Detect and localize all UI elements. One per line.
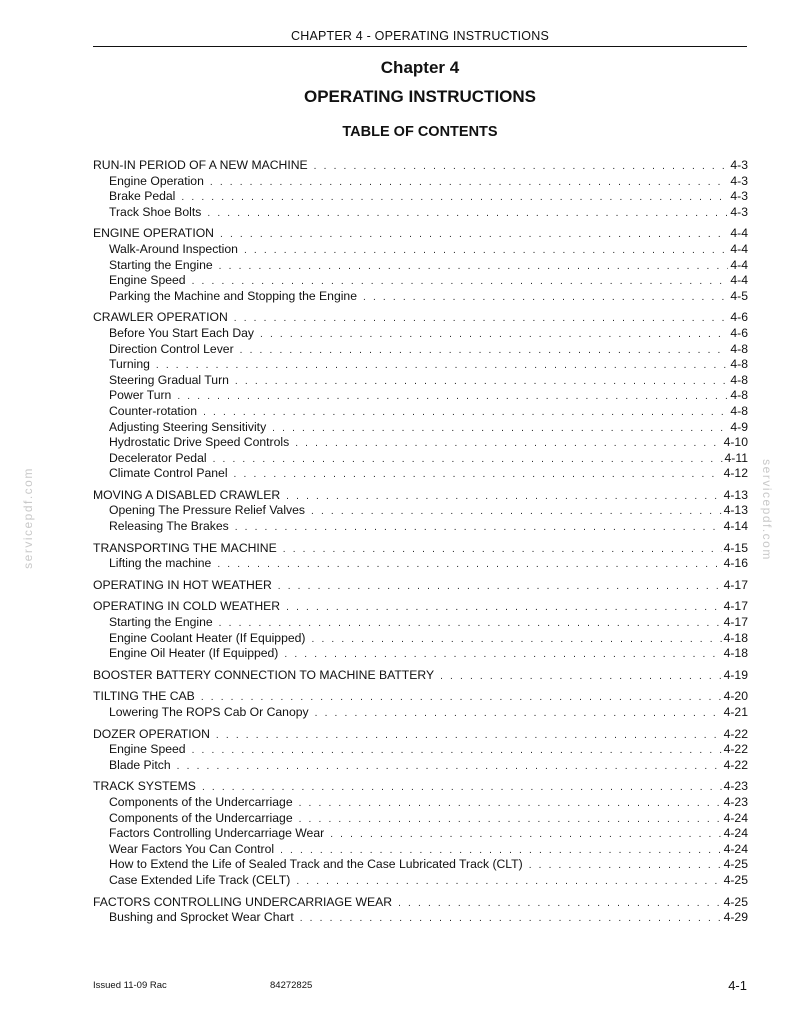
toc-entry-title: Counter-rotation (109, 403, 198, 418)
toc-subentry[interactable] (93, 826, 748, 842)
dot-leader (286, 489, 721, 505)
toc-entry-page: 4-4 (730, 273, 748, 288)
toc-entry-page: 4-25 (723, 872, 748, 887)
toc-subentry[interactable] (93, 435, 748, 451)
toc-subentry[interactable] (93, 326, 748, 342)
dot-leader (398, 896, 722, 912)
toc-subentry[interactable] (93, 811, 748, 827)
toc-entry[interactable] (93, 895, 748, 911)
toc-section (93, 599, 748, 661)
toc-subentry[interactable] (93, 451, 748, 467)
toc-entry-page: 4-6 (730, 310, 748, 325)
toc-subentry[interactable] (93, 273, 748, 289)
toc-entry-title: Starting the Engine (109, 615, 213, 630)
dot-leader (234, 467, 722, 483)
toc-entry-page: 4-4 (730, 226, 748, 241)
toc-subentry[interactable] (93, 705, 748, 721)
toc-entry-title: Blade Pitch (109, 757, 171, 772)
toc-entry-page: 4-6 (730, 325, 748, 340)
table-of-contents (93, 158, 748, 932)
toc-entry-page: 4-24 (723, 810, 748, 825)
toc-subentry[interactable] (93, 357, 748, 373)
dot-leader (278, 579, 722, 595)
dot-leader (177, 389, 728, 405)
dot-leader (235, 520, 722, 536)
toc-entry-title: Wear Factors You Can Control (109, 841, 275, 856)
toc-section (93, 158, 748, 220)
toc-entry-title: Engine Speed (109, 742, 186, 757)
toc-entry-title: Components of the Undercarriage (109, 810, 293, 825)
toc-entry-title: Lowering The ROPS Cab Or Canopy (109, 705, 309, 719)
toc-entry-page: 4-4 (730, 241, 748, 256)
toc-entry-title: Bushing and Sprocket Wear Chart (109, 910, 294, 925)
toc-entry[interactable] (93, 541, 748, 557)
toc-subentry[interactable] (93, 466, 748, 482)
dot-leader (299, 796, 722, 812)
toc-subentry[interactable] (93, 795, 748, 811)
dot-leader (295, 436, 721, 452)
toc-subentry[interactable] (93, 242, 748, 258)
dot-leader (203, 405, 728, 421)
toc-entry-title: Starting the Engine (109, 257, 213, 272)
dot-leader (202, 780, 722, 796)
toc-section (93, 779, 748, 888)
dot-leader (181, 190, 728, 206)
toc-entry-title: TRACK SYSTEMS (93, 779, 196, 794)
dot-leader (234, 311, 729, 327)
toc-entry[interactable] (93, 727, 748, 743)
toc-entry-title: Case Extended Life Track (CELT) (109, 872, 291, 887)
toc-entry-page: 4-5 (730, 288, 748, 303)
toc-entry-title: Engine Coolant Heater (If Equipped) (109, 630, 306, 645)
toc-entry-page: 4-8 (730, 388, 748, 403)
toc-subentry[interactable] (93, 503, 748, 519)
dot-leader (207, 206, 728, 222)
footer-part-number: 84272825 (270, 980, 313, 991)
toc-entry-page: 4-21 (723, 705, 748, 719)
toc-entry-page: 4-3 (730, 189, 748, 204)
toc-entry[interactable] (93, 599, 748, 615)
toc-entry-page: 4-25 (723, 857, 748, 872)
toc-entry-page: 4-3 (730, 173, 748, 188)
toc-entry-title: RUN-IN PERIOD OF A NEW MACHINE (93, 158, 308, 172)
toc-entry-title: TILTING THE CAB (93, 689, 195, 704)
toc-entry-title: Engine Operation (109, 173, 204, 188)
toc-entry-page: 4-8 (730, 403, 748, 418)
footer-issued: Issued 11-09 Rac (93, 980, 167, 991)
toc-entry[interactable] (93, 310, 748, 326)
toc-entry-page: 4-13 (723, 487, 748, 502)
dot-leader (220, 227, 728, 243)
toc-entry-page: 4-18 (723, 630, 748, 645)
toc-entry-page: 4-16 (723, 556, 748, 571)
dot-leader (260, 327, 728, 343)
toc-entry-title: OPERATING IN HOT WEATHER (93, 577, 272, 592)
dot-leader (192, 274, 729, 290)
dot-leader (284, 647, 721, 663)
toc-entry-title: How to Extend the Life of Sealed Track and the Case Lubricated Track (CLT) (109, 857, 523, 872)
toc-subentry[interactable] (93, 373, 748, 389)
toc-subentry[interactable] (93, 174, 748, 190)
toc-entry-page: 4-24 (723, 826, 748, 841)
toc-subentry[interactable] (93, 857, 748, 873)
dot-leader (363, 290, 728, 306)
toc-entry-page: 4-17 (723, 599, 748, 614)
toc-entry-page: 4-9 (730, 419, 748, 434)
dot-leader (244, 243, 728, 259)
footer-page-number: 4-1 (728, 978, 747, 993)
dot-leader (219, 616, 722, 632)
toc-entry-page: 4-20 (723, 689, 748, 704)
toc-subentry[interactable] (93, 388, 748, 404)
dot-leader (201, 690, 722, 706)
toc-entry-page: 4-23 (723, 779, 748, 794)
toc-entry-title: Adjusting Steering Sensitivity (109, 419, 267, 434)
dot-leader (156, 358, 729, 374)
dot-leader (235, 374, 728, 390)
toc-section (93, 895, 748, 926)
toc-entry[interactable] (93, 689, 748, 705)
dot-leader (272, 421, 728, 437)
toc-entry-title: MOVING A DISABLED CRAWLER (93, 487, 281, 502)
dot-leader (315, 706, 722, 722)
toc-subentry[interactable] (93, 258, 748, 274)
toc-entry-page: 4-8 (730, 357, 748, 372)
toc-entry-title: Brake Pedal (109, 189, 176, 204)
toc-subentry[interactable] (93, 742, 748, 758)
toc-entry-page: 4-24 (723, 841, 748, 856)
dot-leader (240, 343, 729, 359)
dot-leader (280, 843, 722, 859)
toc-subentry[interactable] (93, 342, 748, 358)
toc-subentry[interactable] (93, 758, 748, 774)
toc-entry-page: 4-17 (723, 615, 748, 630)
dot-leader (440, 669, 722, 685)
toc-entry-title: Engine Speed (109, 273, 186, 288)
toc-entry-page: 4-11 (724, 450, 748, 465)
dot-leader (296, 874, 721, 890)
toc-entry-title: ENGINE OPERATION (93, 226, 214, 241)
toc-entry-page: 4-25 (723, 894, 748, 909)
toc-subentry[interactable] (93, 420, 748, 436)
running-header: CHAPTER 4 - OPERATING INSTRUCTIONS (93, 29, 747, 47)
toc-entry-title: Components of the Undercarriage (109, 794, 293, 809)
dot-leader (213, 452, 723, 468)
toc-subentry[interactable] (93, 631, 748, 647)
toc-entry-page: 4-12 (723, 466, 748, 481)
toc-subentry[interactable] (93, 404, 748, 420)
toc-subentry[interactable] (93, 842, 748, 858)
dot-leader (210, 175, 729, 191)
dot-leader (311, 504, 722, 520)
toc-entry[interactable] (93, 158, 748, 174)
dot-leader (299, 812, 722, 828)
toc-entry-title: Before You Start Each Day (109, 325, 254, 340)
toc-section (93, 488, 748, 535)
dot-leader (216, 728, 722, 744)
toc-entry[interactable] (93, 668, 748, 684)
toc-entry-title: Decelerator Pedal (109, 450, 207, 465)
toc-entry-title: Direction Control Lever (109, 341, 234, 356)
dot-leader (314, 159, 729, 175)
toc-entry-page: 4-8 (730, 341, 748, 356)
toc-subentry[interactable] (93, 556, 748, 572)
toc-entry-page: 4-19 (723, 667, 748, 682)
toc-entry[interactable] (93, 488, 748, 504)
toc-subentry[interactable] (93, 615, 748, 631)
dot-leader (283, 542, 722, 558)
toc-entry[interactable] (93, 226, 748, 242)
toc-entry-title: Hydrostatic Drive Speed Controls (109, 435, 290, 450)
toc-entry-title: Climate Control Panel (109, 466, 228, 481)
toc-entry-page: 4-8 (730, 372, 748, 387)
toc-section (93, 727, 748, 774)
toc-section (93, 310, 748, 482)
toc-entry-page: 4-23 (723, 794, 748, 809)
chapter-number: Chapter 4 (380, 58, 460, 77)
toc-entry[interactable] (93, 779, 748, 795)
toc-entry-title: BOOSTER BATTERY CONNECTION TO MACHINE BATTERY (93, 667, 435, 682)
toc-subentry[interactable] (93, 519, 748, 535)
toc-entry-page: 4-13 (723, 503, 748, 518)
dot-leader (311, 632, 721, 648)
toc-entry-page: 4-22 (723, 757, 748, 772)
toc-entry-page: 4-10 (723, 435, 748, 450)
toc-subentry[interactable] (93, 289, 748, 305)
toc-entry-page: 4-29 (723, 910, 748, 925)
toc-entry-title: Engine Oil Heater (If Equipped) (109, 646, 279, 661)
toc-subentry[interactable] (93, 646, 748, 662)
toc-entry-page: 4-4 (730, 257, 748, 272)
toc-heading: TABLE OF CONTENTS (342, 124, 498, 140)
toc-entry-page: 4-18 (723, 646, 748, 661)
toc-entry-title: Lifting the machine (109, 556, 212, 571)
watermark-left: servicepdf.com (21, 467, 35, 569)
toc-entry-title: Steering Gradual Turn (109, 372, 229, 387)
dot-leader (217, 557, 721, 573)
toc-subentry[interactable] (93, 189, 748, 205)
toc-entry-title: TRANSPORTING THE MACHINE (93, 540, 277, 555)
toc-section (93, 689, 748, 720)
dot-leader (219, 259, 729, 275)
toc-entry-page: 4-3 (730, 158, 748, 172)
toc-entry-title: OPERATING IN COLD WEATHER (93, 599, 281, 614)
toc-entry-title: Releasing The Brakes (109, 519, 229, 534)
dot-leader (330, 827, 721, 843)
toc-entry-title: Track Shoe Bolts (109, 204, 202, 219)
watermark-right: servicepdf.com (760, 459, 774, 561)
toc-entry-title: Opening The Pressure Relief Valves (109, 503, 306, 518)
toc-entry[interactable] (93, 578, 748, 594)
toc-section (93, 541, 748, 572)
toc-subentry[interactable] (93, 910, 748, 926)
toc-subentry[interactable] (93, 873, 748, 889)
toc-entry-title: Parking the Machine and Stopping the Engine (109, 288, 357, 303)
dot-leader (300, 911, 722, 927)
toc-entry-page: 4-15 (723, 540, 748, 555)
toc-entry-title: Power Turn (109, 388, 172, 403)
dot-leader (286, 600, 721, 616)
toc-section (93, 226, 748, 304)
toc-entry-title: Walk-Around Inspection (109, 241, 238, 256)
toc-subentry[interactable] (93, 205, 748, 221)
toc-section (93, 668, 748, 684)
toc-entry-page: 4-22 (723, 742, 748, 757)
toc-entry-page: 4-22 (723, 726, 748, 741)
toc-entry-title: DOZER OPERATION (93, 726, 210, 741)
toc-entry-title: CRAWLER OPERATION (93, 310, 228, 325)
toc-entry-title: Factors Controlling Undercarriage Wear (109, 826, 325, 841)
toc-entry-page: 4-3 (730, 204, 748, 219)
chapter-title: OPERATING INSTRUCTIONS (303, 87, 537, 106)
toc-entry-title: Turning (109, 357, 150, 372)
toc-entry-page: 4-14 (723, 519, 748, 534)
dot-leader (177, 759, 722, 775)
toc-entry-page: 4-17 (723, 577, 748, 592)
toc-section (93, 578, 748, 594)
dot-leader (529, 858, 722, 874)
toc-entry-title: FACTORS CONTROLLING UNDERCARRIAGE WEAR (93, 894, 393, 909)
dot-leader (192, 743, 722, 759)
